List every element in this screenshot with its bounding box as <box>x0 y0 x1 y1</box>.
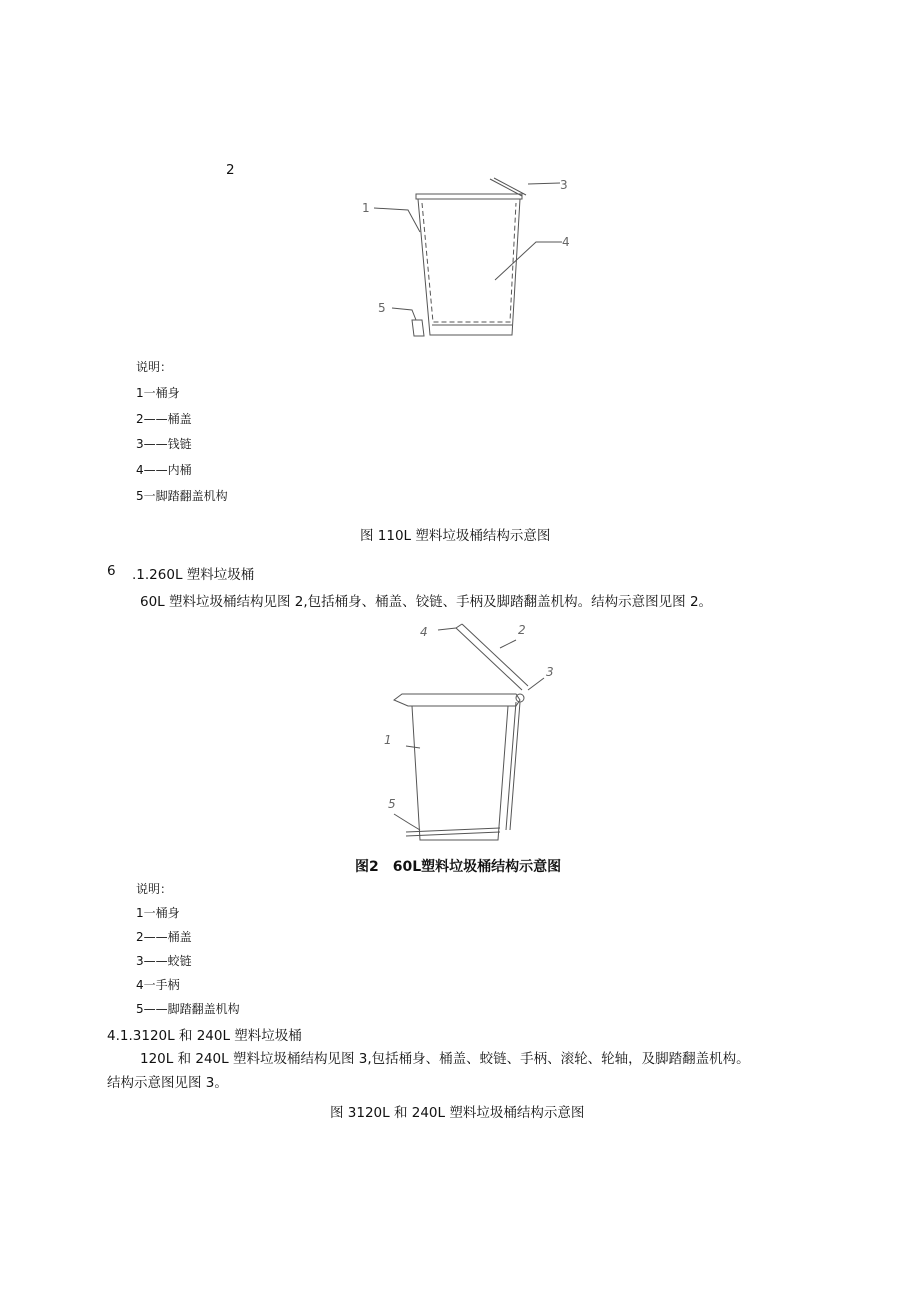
figure2-caption: 图2 60L塑料垃圾桶结构示意图 <box>355 859 562 875</box>
callout-1: 1 <box>362 201 370 215</box>
section-paragraph: 120L 和 240L 塑料垃圾桶结构见图 3,包括桶身、桶盖、蛟链、手柄、滚轮、轮轴，及脚踏翻盖机构。 <box>140 1051 750 1067</box>
stray-figure-label: 2 <box>226 162 235 178</box>
callout-1: 1 <box>384 733 392 747</box>
section-heading: 4.1.3120L 和 240L 塑料垃圾桶 <box>107 1028 302 1044</box>
section-heading: .1.260L 塑料垃圾桶 <box>132 567 255 583</box>
note-item: 5——脚踏翻盖机构 <box>136 1002 240 1016</box>
figure3-caption: 图 3120L 和 240L 塑料垃圾桶结构示意图 <box>330 1105 585 1121</box>
callout-5: 5 <box>388 797 396 811</box>
callout-4: 4 <box>420 625 428 639</box>
note-item: 2——桶盖 <box>136 930 192 944</box>
note-item: 1一桶身 <box>136 906 180 920</box>
callout-5: 5 <box>378 301 386 315</box>
callout-3: 3 <box>546 665 554 679</box>
section-paragraph: 60L 塑料垃圾桶结构见图 2,包括桶身、桶盖、铰链、手柄及脚踏翻盖机构。结构示意图见图 2。 <box>140 594 713 610</box>
note-item: 3——钱链 <box>136 437 192 451</box>
figure2-bin-diagram <box>380 618 580 850</box>
note-item: 3——蛟链 <box>136 954 192 968</box>
note-item: 2——桶盖 <box>136 412 192 426</box>
notes-title: 说明： <box>136 882 173 896</box>
callout-4: 4 <box>562 235 570 249</box>
note-item: 4一手柄 <box>136 978 180 992</box>
note-item: 4——内桶 <box>136 463 192 477</box>
section-number: 6 <box>107 563 116 579</box>
section-paragraph-continued: 结构示意图见图 3。 <box>107 1075 228 1091</box>
callout-2: 2 <box>518 623 526 637</box>
figure1-caption: 图 110L 塑料垃圾桶结构示意图 <box>360 528 551 544</box>
notes-title: 说明： <box>136 360 173 374</box>
note-item: 1一桶身 <box>136 386 180 400</box>
callout-3: 3 <box>560 178 568 192</box>
note-item: 5一脚踏翻盖机构 <box>136 489 228 503</box>
figure1-bin-diagram <box>350 170 580 345</box>
